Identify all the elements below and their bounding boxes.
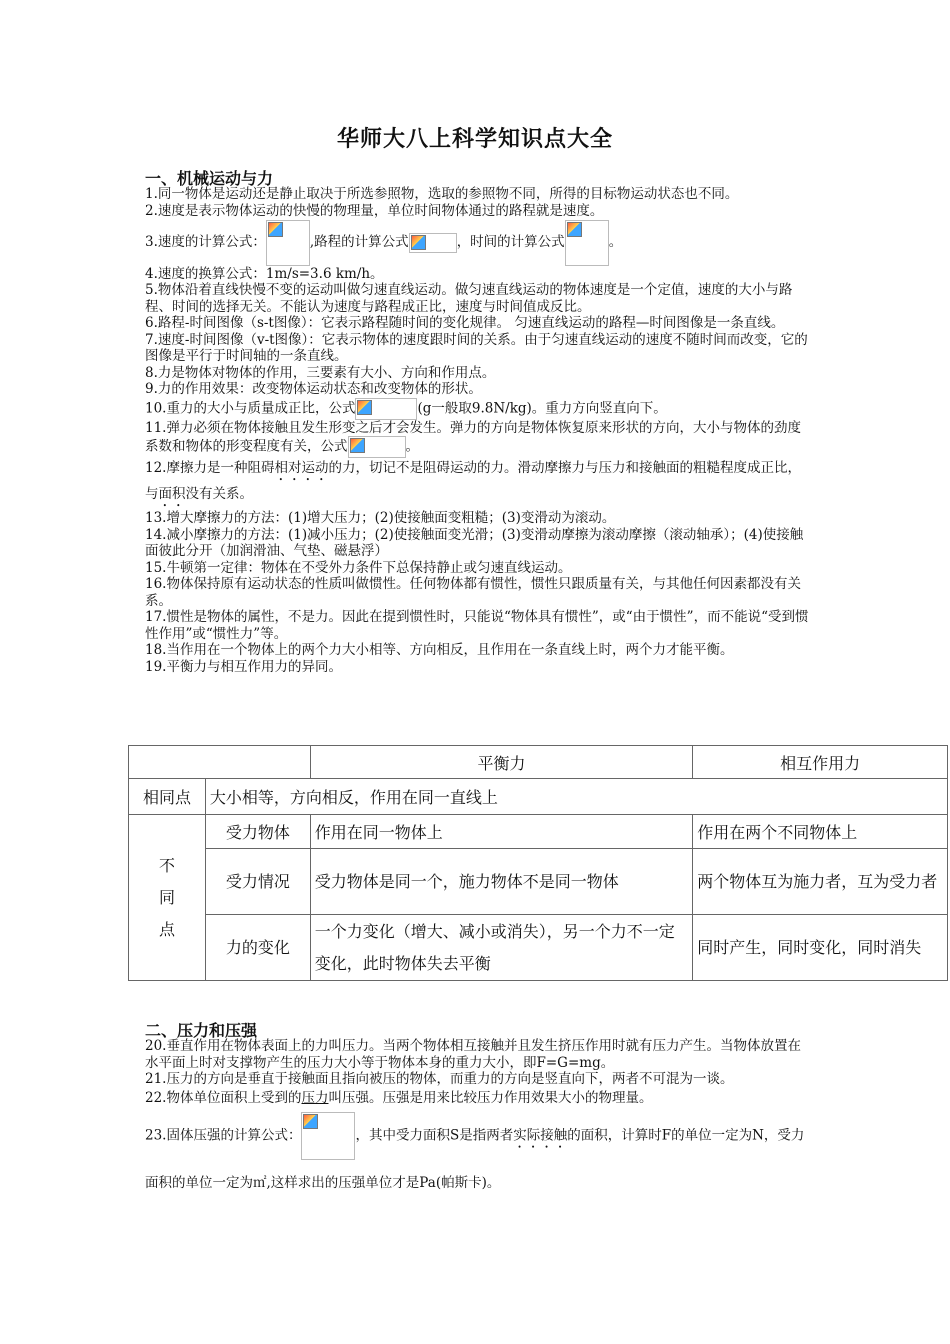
paragraph-10 bbox=[145, 398, 810, 420]
same-text: 大小相等，方向相反，作用在同一直线上 bbox=[205, 779, 947, 815]
balance-cell: 作用在同一物体上 bbox=[310, 815, 693, 849]
diff-label-text: 不同点 bbox=[158, 855, 175, 939]
paragraph-19: 19.平衡力与相互作用力的异同。 bbox=[145, 658, 342, 675]
period-text: 。 bbox=[608, 234, 623, 250]
interaction-cell: 两个物体互为施力者，互为受力者 bbox=[693, 849, 948, 915]
friction-text-tail: 没有关系。 bbox=[185, 486, 253, 502]
pressure-formula-image bbox=[301, 1112, 355, 1160]
paragraph-8: 8.力是物体对物体的作用，三要素有大小、方向和作用点。 bbox=[145, 364, 496, 381]
paragraph-1: 1.同一物体是运动还是静止取决于所选参照物，选取的参照物不同，所得的目标物运动状态也不同。 bbox=[145, 186, 739, 202]
paragraph-20: 20.垂直作用在物体表面上的力叫压力。当两个物体相互接触并且发生挤压作用时就有压力产生。当物体放置在水平面上时对支撑物产生的压力大小等于物体本身的重力大小，即F=G=mg。 bbox=[145, 1038, 801, 1071]
balance-cell: 受力物体是同一个，施力物体不是同一物体 bbox=[310, 849, 693, 915]
emphasis-relative-motion: 相对运动 bbox=[274, 460, 329, 476]
distance-formula-image bbox=[409, 233, 457, 253]
pressure-def-text: 22.物体单位面积上受到的 bbox=[145, 1089, 302, 1106]
solid-pressure-label: 23.固体压强的计算公式： bbox=[145, 1127, 302, 1144]
paragraph-23 bbox=[145, 1112, 810, 1206]
paragraph-18: 18.当作用在一个物体上的两个力大小相等、方向相反，且作用在一条直线上时，两个力才能平衡。 bbox=[145, 642, 734, 658]
paragraph-14: 14.减小摩擦力的方法：(1)减小压力；(2)使接触面变光滑；(3)变滑动摩擦为滚动摩擦（滚动轴承）；(4)使接触面彼此分开（加润滑油、气垫、磁悬浮） bbox=[145, 526, 804, 559]
paragraph-12 bbox=[145, 458, 810, 510]
broken-image-icon bbox=[567, 222, 582, 237]
same-label: 相同点 bbox=[129, 779, 206, 815]
row-label: 力的变化 bbox=[205, 915, 310, 981]
row-label: 受力情况 bbox=[205, 849, 310, 915]
elastic-text: 11.弹力必须在物体接触且发生形变之后才会发生。弹力的方向是物体恢复原来形状的方向，大小与物体的劲度系数和物体的形变程度有关，公式 bbox=[145, 419, 801, 455]
solid-pressure-text: ，其中受力面积S是指两者 bbox=[355, 1127, 514, 1144]
distance-formula-label: ,路程的计算公式 bbox=[309, 234, 409, 250]
speed-formula-label: 3.速度的计算公式： bbox=[145, 234, 266, 250]
speed-formula-image bbox=[266, 220, 310, 266]
friction-text: 12.摩擦力是一种阻碍 bbox=[145, 460, 275, 476]
section-body-mechanics bbox=[145, 186, 810, 675]
broken-image-icon bbox=[303, 1114, 318, 1129]
emphasis-actual-contact: 实际接触 bbox=[513, 1127, 568, 1144]
paragraph-22 bbox=[145, 1090, 810, 1107]
pressure-def-tail: 叫压强。压强是用来比较压力作用效果大小的物理量。 bbox=[328, 1089, 653, 1106]
section-body-pressure bbox=[145, 1038, 810, 1206]
table-row bbox=[129, 815, 948, 849]
paragraph-6: 6.路程-时间图像（s-t图像）：它表示路程随时间的变化规律。 匀速直线运动的路程—时间图像是一条直线。 bbox=[145, 315, 785, 331]
emphasis-area: 面积 bbox=[158, 486, 186, 502]
broken-image-icon bbox=[268, 222, 283, 237]
section-heading-pressure: 二、压力和压强 bbox=[145, 1021, 258, 1040]
table-corner-cell bbox=[129, 746, 311, 779]
paragraph-21: 21.压力的方向是垂直于接触面且指向被压的物体，而重力的方向是竖直向下，两者不可混为一谈。 bbox=[145, 1071, 734, 1087]
period-text: 。 bbox=[405, 438, 419, 455]
broken-image-icon bbox=[411, 235, 426, 250]
comparison-table bbox=[128, 745, 948, 981]
broken-image-icon bbox=[350, 438, 365, 453]
paragraph-15: 15.牛顿第一定律：物体在不受外力条件下总保持静止或匀速直线运动。 bbox=[145, 559, 572, 576]
gravity-text: 10.重力的大小与质量成正比，公式 bbox=[145, 400, 356, 416]
time-formula-image bbox=[565, 220, 609, 266]
paragraph-5: 5.物体沿着直线快慢不变的运动叫做匀速直线运动。做匀速直线运动的物体速度是一个定值，速度的大小与路程、时间的选择无关。不能认为速度与路程成正比，速度与时间值成反比。 bbox=[145, 282, 793, 315]
gravity-formula-image bbox=[355, 398, 417, 420]
friction-text-mid: 的力，切记不是阻碍运动的力。滑动摩擦力与压力和接触面的粗糙程度成正比，与 bbox=[145, 460, 801, 502]
page-title: 华师大八上科学知识点大全 bbox=[336, 126, 613, 152]
section-heading-mechanics: 一、机械运动与力 bbox=[145, 169, 274, 188]
gravity-text-tail: (g一般取9.8N/kg)。重力方向竖直向下。 bbox=[417, 400, 667, 416]
elastic-formula-image bbox=[348, 436, 406, 458]
diff-label bbox=[129, 815, 206, 981]
header-interaction: 相互作用力 bbox=[693, 746, 948, 779]
paragraph-9: 9.力的作用效果：改变物体运动状态和改变物体的形状。 bbox=[145, 381, 482, 397]
emphasis-pressure-force: 压力 bbox=[301, 1089, 329, 1106]
paragraph-7: 7.速度-时间图像（v-t图像）：它表示物体的速度跟时间的关系。由于匀速直线运动的速度不随时间而改变，它的图像是平行于时间轴的一条直线。 bbox=[145, 331, 808, 364]
broken-image-icon bbox=[357, 400, 372, 415]
paragraph-16: 16.物体保持原有运动状态的性质叫做惯性。任何物体都有惯性，惯性只跟质量有关，与其他任何因素都没有关系。 bbox=[145, 576, 801, 609]
paragraph-17: 17.惯性是物体的属性，不是力。因此在提到惯性时，只能说“物体具有惯性”，或“由于惯性”，而不能说“受到惯性作用”或“惯性力”等。 bbox=[145, 609, 809, 642]
time-formula-label: ，时间的计算公式 bbox=[456, 234, 565, 250]
row-label: 受力物体 bbox=[205, 815, 310, 849]
header-balance: 平衡力 bbox=[310, 746, 693, 779]
interaction-cell: 作用在两个不同物体上 bbox=[693, 815, 948, 849]
paragraph-13: 13.增大摩擦力的方法：(1)增大压力；(2)使接触面变粗糙；(3)变滑动为滚动。 bbox=[145, 510, 616, 526]
table-header-row bbox=[129, 746, 948, 779]
paragraph-11 bbox=[145, 420, 810, 459]
interaction-cell: 同时产生，同时变化，同时消失 bbox=[693, 915, 948, 981]
table-row bbox=[129, 849, 948, 915]
table-row-same bbox=[129, 779, 948, 815]
paragraph-4: 4.速度的换算公式：1m/s=3.6 km/h。 bbox=[145, 265, 384, 282]
balance-cell: 一个力变化（增大、减小或消失），另一个力不一定变化，此时物体失去平衡 bbox=[310, 915, 693, 981]
solid-pressure-tail: 的面积，计算时F的单位一定为N，受力面积的单位一定为㎡,这样求出的压强单位才是Pa(帕斯卡)。 bbox=[145, 1127, 805, 1191]
paragraph-3 bbox=[145, 219, 810, 266]
paragraph-2: 2.速度是表示物体运动的快慢的物理量，单位时间物体通过的路程就是速度。 bbox=[145, 202, 604, 219]
table-row bbox=[129, 915, 948, 981]
